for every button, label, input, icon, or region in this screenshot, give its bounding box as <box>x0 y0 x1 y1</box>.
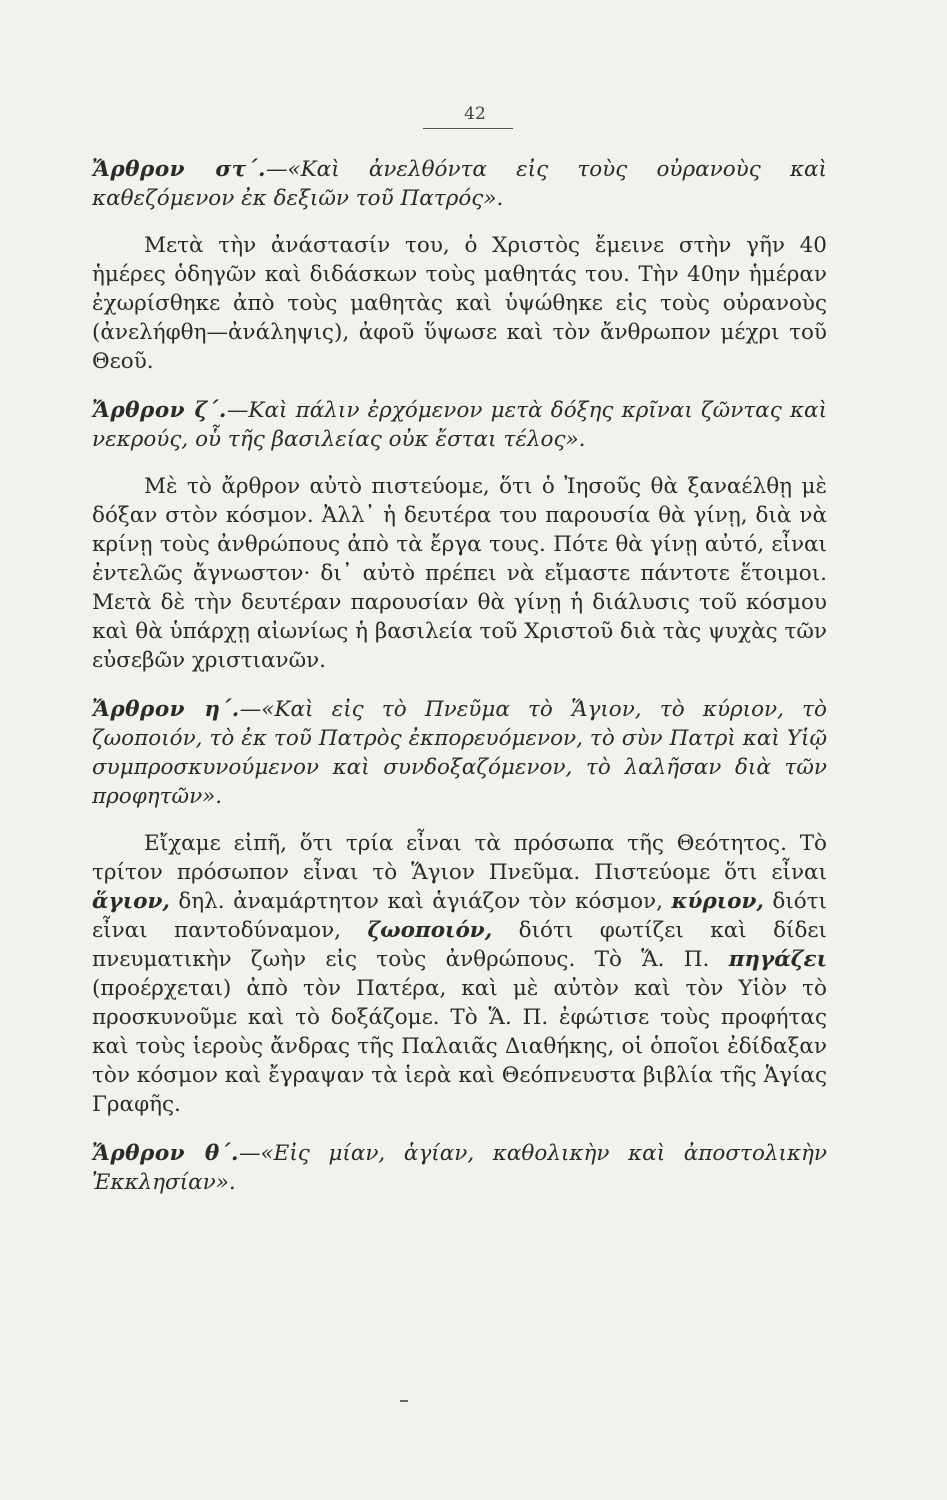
article-6-heading <box>92 155 827 213</box>
article-8-body-part-4: διότι φωτίζει καὶ δίδει πνευματικὴν ζωὴν εἰς τοὺς ἀνθρώπους. Τὸ Ἅ. Π. <box>92 918 827 972</box>
article-8-body <box>92 829 827 1119</box>
page-number-rule <box>423 128 513 129</box>
article-8-quote: —«Καὶ εἰς τὸ Πνεῦμα τὸ Ἅγιον, τὸ κύριον, τὸ ζωοποιόν, τὸ ἐκ τοῦ Πατρὸς ἐκπορευόμενον, τὸ σὺν Πατρὶ καὶ Υἱῷ συμπροσκυνούμενον καὶ συνδοξαζόμενον, τὸ λαλῆσαν διὰ τῶν προφητῶν». <box>92 697 827 809</box>
print-mark <box>400 1400 408 1402</box>
article-6-label: Ἄρθρον στ΄. <box>92 157 266 182</box>
term-kyrion: κύριον, <box>671 889 764 914</box>
article-7-body: Μὲ τὸ ἄρθρον αὐτὸ πιστεύομε, ὅτι ὁ Ἰησοῦς θὰ ξαναέλθῃ μὲ δόξαν στὸν κόσμον. Ἀλλ᾿ ἡ δευτέρα του παρουσία θὰ γίνῃ, διὰ νὰ κρίνῃ τοὺς ἀνθρώπους ἀπὸ τὰ ἔργα τους. Πότε θὰ γίνῃ αὐτό, εἶναι ἐντελῶς ἄγνωστον· δι᾿ αὐτὸ πρέπει νὰ εἴμαστε πάντοτε ἕτοιμοι. Μετὰ δὲ τὴν δευτέραν παρουσίαν θὰ γίνῃ ἡ διάλυσις τοῦ κόσμου καὶ θὰ ὑπάρχῃ αἰωνίως ἡ βασιλεία τοῦ Χριστοῦ διὰ τὰς ψυχὰς τῶν εὐσεβῶν χριστιανῶν. <box>92 474 827 673</box>
article-6-quote: —«Καὶ ἀνελθόντα εἰς τοὺς οὐρανοὺς καὶ καθεζόμενον ἐκ δεξιῶν τοῦ Πατρός». <box>92 157 827 211</box>
article-8-body-part-1: Εἴχαμε εἰπῆ, ὅτι τρία εἶναι τὰ πρόσωπα τῆς Θεότητος. Τὸ τρίτον πρόσωπον εἶναι τὸ Ἅγιον Πνεῦμα. Πιστεύομε ὅτι εἶναι <box>92 831 827 885</box>
term-zoopoion: ζωοποιόν, <box>367 918 493 943</box>
article-9-label: Ἄρθρον θ΄. <box>92 1141 239 1166</box>
term-agion: ἅγιον, <box>92 889 170 914</box>
article-8-body-part-5: (προέρχεται) ἀπὸ τὸν Πατέρα, καὶ μὲ αὐτὸν καὶ τὸν Υἱὸν τὸ προσκυνοῦμε καὶ τὸ δοξάζομε. Τὸ Ἅ. Π. ἐφώτισε τοὺς προφήτας καὶ τοὺς ἱεροὺς ἄνδρας τῆς Παλαιᾶς Διαθήκης, οἱ ὁποῖοι ἐδίδαξαν τὸν κόσμον καὶ ἔγραψαν τὰ ἱερὰ καὶ Θεόπνευστα βιβλία τῆς Ἁγίας Γραφῆς. <box>92 976 827 1117</box>
article-7-label: Ἄρθρον ζ΄. <box>92 398 227 423</box>
article-8-label: Ἄρθρον η΄. <box>92 697 240 722</box>
article-6-body: Μετὰ τὴν ἀνάστασίν του, ὁ Χριστὸς ἔμεινε στὴν γῆν 40 ἡμέρες ὁδηγῶν καὶ διδάσκων τοὺς μαθητάς του. Τὴν 40ην ἡμέραν ἐχωρίσθηκε ἀπὸ τοὺς μαθητὰς καὶ ὑψώθηκε εἰς τοὺς οὐρανοὺς (ἀνελήφθη—ἀνάληψις), ἀφοῦ ὕψωσε καὶ τὸν ἄνθρωπον μέχρι τοῦ Θεοῦ. <box>92 233 827 374</box>
article-8-body-part-3: διότι εἶναι παντοδύναμον, <box>92 889 827 943</box>
article-9-quote: —«Εἰς μίαν, ἁγίαν, καθολικὴν καὶ ἀποστολικὴν Ἐκκλησίαν». <box>92 1141 827 1195</box>
page-number: 42 <box>464 104 486 124</box>
page-text <box>92 155 827 1215</box>
article-9-heading <box>92 1139 827 1197</box>
article-8-body-part-2: δηλ. ἀναμάρτητον καὶ ἁγιάζον τὸν κόσμον, <box>178 889 663 914</box>
article-7-heading <box>92 396 827 454</box>
article-7-quote: —Καὶ πάλιν ἐρχόμενον μετὰ δόξης κρῖναι ζῶντας καὶ νεκρούς, οὗ τῆς βασιλείας οὐκ ἔσται τέλος». <box>92 398 828 452</box>
article-8-heading <box>92 695 827 811</box>
term-pigazei: πηγάζει <box>728 947 828 972</box>
